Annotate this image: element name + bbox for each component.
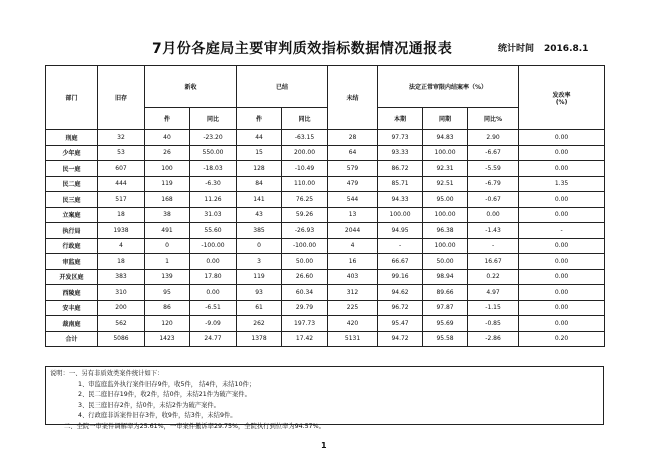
cell-jc: 607 [98,161,145,177]
cell-yj_tb: 76.25 [282,192,328,208]
cell-dept: 审监庭 [46,254,98,270]
cell-tq: 95.58 [423,331,468,347]
cell-tb: -1.43 [468,223,519,239]
cell-wj: 16 [328,254,378,270]
cell-bq: 99.16 [378,269,423,285]
cell-bq: 94.95 [378,223,423,239]
cell-xs: 139 [145,269,190,285]
table-body [46,130,605,347]
cell-wj: 579 [328,161,378,177]
cell-fg: 0.00 [519,207,605,223]
cell-dept: 民三庭 [46,192,98,208]
cell-wj: 312 [328,285,378,301]
cell-wj: 544 [328,192,378,208]
cell-xs_tb: 24.77 [190,331,237,347]
cell-wj: 64 [328,145,378,161]
cell-yj_tb: 29.79 [282,300,328,316]
report-title: 7月份各庭局主要审判质效指标数据情况通报表 [152,41,453,57]
cell-fg: 0.00 [519,130,605,146]
table-row [46,316,605,332]
cell-wj: 4 [328,238,378,254]
cell-tq: 92.51 [423,176,468,192]
cell-dept: 西陵庭 [46,285,98,301]
cell-yj_tb: 17.42 [282,331,328,347]
cell-bq: 66.67 [378,254,423,270]
cell-xs_tb: -9.09 [190,316,237,332]
cell-tb: -5.59 [468,161,519,177]
table-row [46,161,605,177]
cell-bq: 94.62 [378,285,423,301]
table-row [46,192,605,208]
header-dept: 部门 [46,66,98,130]
header-tongbi-pct: 同比% [468,108,519,130]
cell-xs_tb: 0.00 [190,254,237,270]
cell-yj_tb: -10.49 [282,161,328,177]
cell-yj: 1378 [237,331,282,347]
table-row [46,176,605,192]
cell-bq: 86.72 [378,161,423,177]
cell-tb: 0.22 [468,269,519,285]
cell-yj: 3 [237,254,282,270]
cell-fg: 1.35 [519,176,605,192]
cell-xs: 1423 [145,331,190,347]
cell-xs: 26 [145,145,190,161]
cell-xs_tb: -6.30 [190,176,237,192]
cell-jc: 517 [98,192,145,208]
note-line: 二、全院一审案件调解率为25.61%，一审案件撤诉率29.75%，全院执行到位率为94.57%。 [64,422,325,430]
cell-bq: 93.33 [378,145,423,161]
note-line: 说明：一、另有非质效类案件统计如下： [50,370,164,377]
notes [45,366,604,430]
cell-wj: 403 [328,269,378,285]
cell-tb: -0.85 [468,316,519,332]
cell-wj: 420 [328,316,378,332]
cell-yj_tb: -26.93 [282,223,328,239]
cell-tq: 100.00 [423,145,468,161]
table-row [46,207,605,223]
cell-xs_tb: 17.80 [190,269,237,285]
header-rate: 法定正常审限内结案率（%） [378,66,519,108]
cell-xs: 168 [145,192,190,208]
cell-xs: 1 [145,254,190,270]
cell-xs: 491 [145,223,190,239]
cell-dept: 民一庭 [46,161,98,177]
header-yijie: 已结 [237,66,328,108]
table-row [46,269,605,285]
cell-jc: 1938 [98,223,145,239]
cell-xs: 119 [145,176,190,192]
cell-yj: 0 [237,238,282,254]
cell-jc: 562 [98,316,145,332]
header-fagai [519,66,605,130]
cell-yj_tb: 110.00 [282,176,328,192]
cell-tb: 16.67 [468,254,519,270]
cell-yj: 84 [237,176,282,192]
cell-xs: 86 [145,300,190,316]
cell-yj: 44 [237,130,282,146]
cell-fg: 0.00 [519,285,605,301]
cell-tq: 92.31 [423,161,468,177]
cell-xs_tb: -18.03 [190,161,237,177]
cell-dept: 合计 [46,331,98,347]
cell-yj: 93 [237,285,282,301]
cell-yj: 262 [237,316,282,332]
report-table [45,65,605,347]
cell-bq: 95.47 [378,316,423,332]
cell-tq: 98.94 [423,269,468,285]
cell-tb: 4.97 [468,285,519,301]
cell-yj: 141 [237,192,282,208]
cell-tq: 95.00 [423,192,468,208]
cell-jc: 4 [98,238,145,254]
header-benqi: 本期 [378,108,423,130]
cell-jc: 18 [98,207,145,223]
page-number: 1 [321,441,327,450]
cell-dept: 开发区庭 [46,269,98,285]
cell-yj_tb: -100.00 [282,238,328,254]
cell-jc: 444 [98,176,145,192]
cell-fg: 0.00 [519,145,605,161]
cell-xs: 38 [145,207,190,223]
cell-dept: 执行局 [46,223,98,239]
cell-yj_tb: 200.00 [282,145,328,161]
cell-bq: - [378,238,423,254]
cell-tq: 97.87 [423,300,468,316]
header-weijie: 未结 [328,66,378,130]
cell-bq: 94.72 [378,331,423,347]
cell-xs_tb: -100.00 [190,238,237,254]
cell-yj_tb: 197.73 [282,316,328,332]
header-jiucun: 旧存 [98,66,145,130]
cell-tq: 94.83 [423,130,468,146]
table-row [46,223,605,239]
cell-xs_tb: -23.20 [190,130,237,146]
header-fagai-label: 发改率 [552,91,571,99]
cell-fg: 0.00 [519,316,605,332]
cell-tb: -1.15 [468,300,519,316]
cell-xs_tb: 55.60 [190,223,237,239]
cell-fg: 0.00 [519,254,605,270]
cell-tq: 96.38 [423,223,468,239]
header-xinshou-tongbi: 同比 [190,108,237,130]
header-yijie-jian: 件 [237,108,282,130]
note-line: 2、民二庭旧存19件，收2件，结0件，未结21件为破产案件。 [78,391,251,398]
cell-bq: 100.00 [378,207,423,223]
header-tongqi: 同期 [423,108,468,130]
cell-yj_tb: -63.15 [282,130,328,146]
note-line: 1、审监庭监外执行案件旧存9件，收5件， 结4件，未结10件； [78,380,256,388]
cell-jc: 18 [98,254,145,270]
cell-bq: 94.33 [378,192,423,208]
cell-tq: 95.69 [423,316,468,332]
table-row [46,130,605,146]
cell-tq: 100.00 [423,238,468,254]
cell-yj: 15 [237,145,282,161]
cell-tq: 50.00 [423,254,468,270]
cell-yj_tb: 26.60 [282,269,328,285]
cell-yj: 43 [237,207,282,223]
cell-jc: 383 [98,269,145,285]
stat-time [498,41,588,54]
cell-fg: 0.00 [519,269,605,285]
header-xinshou: 新收 [145,66,237,108]
cell-fg: - [519,223,605,239]
cell-tb: 0.00 [468,207,519,223]
cell-jc: 200 [98,300,145,316]
cell-wj: 13 [328,207,378,223]
cell-yj: 61 [237,300,282,316]
cell-wj: 479 [328,176,378,192]
table-row [46,238,605,254]
header-fagai-unit: (%) [555,98,568,106]
cell-wj: 2044 [328,223,378,239]
cell-wj: 225 [328,300,378,316]
cell-yj_tb: 59.26 [282,207,328,223]
cell-jc: 32 [98,130,145,146]
cell-xs_tb: 0.00 [190,285,237,301]
cell-tb: -2.86 [468,331,519,347]
cell-jc: 53 [98,145,145,161]
cell-dept: 裁南庭 [46,316,98,332]
cell-bq: 85.71 [378,176,423,192]
cell-xs: 0 [145,238,190,254]
cell-fg: 0.00 [519,238,605,254]
cell-tb: -0.67 [468,192,519,208]
note-line: 3、民三庭旧存2件，结0件，未结2件为破产案件。 [78,401,220,409]
cell-tb: 2.90 [468,130,519,146]
cell-tq: 89.66 [423,285,468,301]
cell-dept: 民二庭 [46,176,98,192]
cell-fg: 0.00 [519,192,605,208]
cell-fg: 0.00 [519,300,605,316]
cell-yj_tb: 50.00 [282,254,328,270]
cell-wj: 28 [328,130,378,146]
cell-xs: 120 [145,316,190,332]
cell-jc: 5086 [98,331,145,347]
cell-wj: 5131 [328,331,378,347]
cell-xs: 100 [145,161,190,177]
table-row [46,254,605,270]
table-row [46,300,605,316]
cell-tb: - [468,238,519,254]
header-xinshou-jian: 件 [145,108,190,130]
cell-tb: -6.79 [468,176,519,192]
stat-time-label: 统计时间 [498,44,535,54]
cell-yj: 128 [237,161,282,177]
cell-dept: 刑庭 [46,130,98,146]
stat-time-value: 2016.8.1 [544,44,589,54]
cell-xs_tb: -6.51 [190,300,237,316]
cell-xs_tb: 11.26 [190,192,237,208]
cell-bq: 97.73 [378,130,423,146]
note-line: 4、行政庭非诉案件旧存3件，收9件，结3件，未结9件。 [78,412,237,419]
cell-yj_tb: 60.34 [282,285,328,301]
cell-bq: 96.72 [378,300,423,316]
cell-fg: 0.00 [519,161,605,177]
cell-dept: 行政庭 [46,238,98,254]
table-row [46,285,605,301]
cell-dept: 安丰庭 [46,300,98,316]
cell-yj: 385 [237,223,282,239]
header-yijie-tongbi: 同比 [282,108,328,130]
cell-fg: 0.20 [519,331,605,347]
cell-jc: 310 [98,285,145,301]
cell-xs_tb: 31.03 [190,207,237,223]
cell-tq: 100.00 [423,207,468,223]
cell-xs: 40 [145,130,190,146]
cell-xs: 95 [145,285,190,301]
cell-dept: 立案庭 [46,207,98,223]
cell-dept: 少年庭 [46,145,98,161]
table-row [46,331,605,347]
cell-xs_tb: 550.00 [190,145,237,161]
cell-yj: 119 [237,269,282,285]
table-row [46,145,605,161]
cell-tb: -6.67 [468,145,519,161]
